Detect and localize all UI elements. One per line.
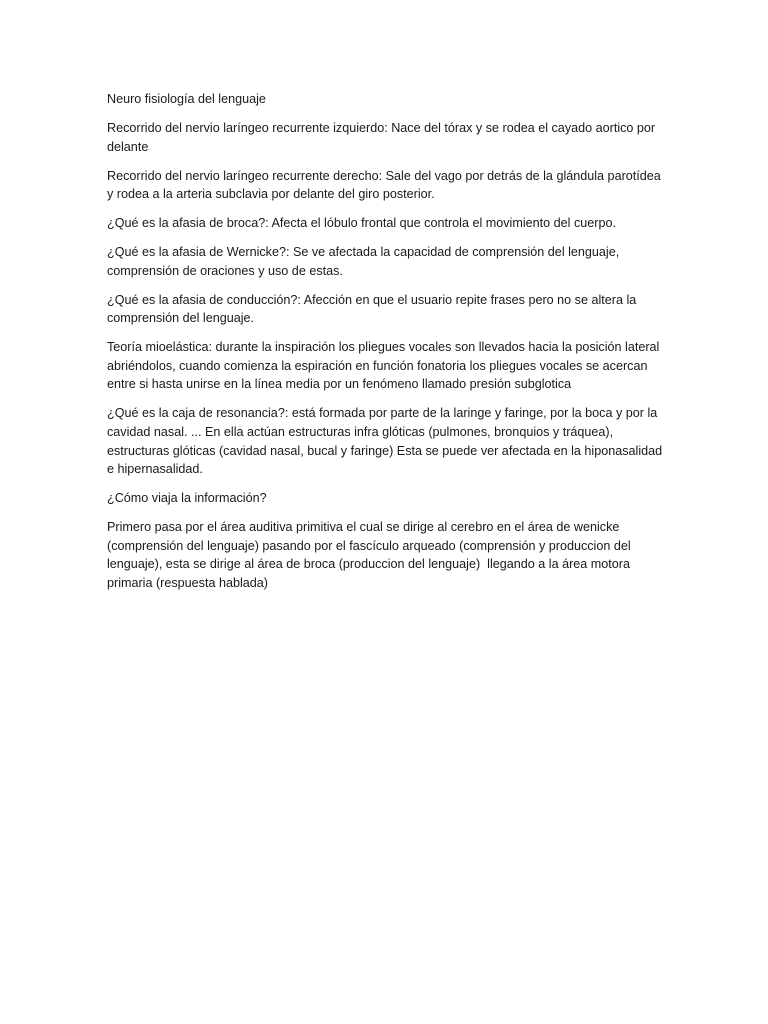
paragraph-afasia-wernicke: ¿Qué es la afasia de Wernicke?: Se ve afectada la capacidad de comprensión del lenguaje, comprensión de oraciones y uso de estas. xyxy=(107,245,623,278)
paragraph-afasia-broca: ¿Qué es la afasia de broca?: Afecta el lóbulo frontal que controla el movimiento del cuerpo. xyxy=(107,216,616,231)
document-title: Neuro fisiología del lenguaje xyxy=(107,92,266,106)
paragraph-como-viaja-pregunta: ¿Cómo viaja la información? xyxy=(107,491,267,506)
paragraph-nervio-derecho: Recorrido del nervio laríngeo recurrente derecho: Sale del vago por detrás de la glándula parotídea y rodea a la arteria subclavia por delante del giro posterior. xyxy=(107,168,665,202)
paragraph-afasia-conduccion: ¿Qué es la afasia de conducción?: Afección en que el usuario repite frases pero no se altera la comprensión del lenguaje. xyxy=(107,292,640,326)
paragraph-nervio-izquierdo: Recorrido del nervio laríngeo recurrente izquierdo: Nace del tórax y se rodea el cayado aortico por delante xyxy=(107,120,659,154)
paragraph-teoria-mioelastica: Teoría mioelástica: durante la inspiración los pliegues vocales son llevados hacia la posición lateral abriéndolos, cuando comienza la espiración en función fonatoria los pliegues vocales se acercan entre si hasta unirse en la línea media por un fenómeno llamado presión subglotica xyxy=(107,340,663,392)
paragraph-caja-resonancia: ¿Qué es la caja de resonancia?: está formada por parte de la laringe y faringe, por la boca y por la cavidad nasal. ... En ella actúan estructuras infra glóticas (pulmones, bronquios y tráquea), estructuras glóticas (cavidad nasal, bucal y faringe) Esta se puede ver afectada en la hiponasalidad e hipernasalidad. xyxy=(107,406,666,477)
paragraph-como-viaja-respuesta: Primero pasa por el área auditiva primitiva el cual se dirige al cerebro en el área de wenicke (comprensión del lenguaje) pasando por el fascículo arqueado (comprensión y produccion del lenguaje), esta se dirige al área de broca (produccion del lenguaje) llegando a la área motora primaria (respuesta hablada) xyxy=(107,520,635,590)
document-body xyxy=(107,90,666,603)
